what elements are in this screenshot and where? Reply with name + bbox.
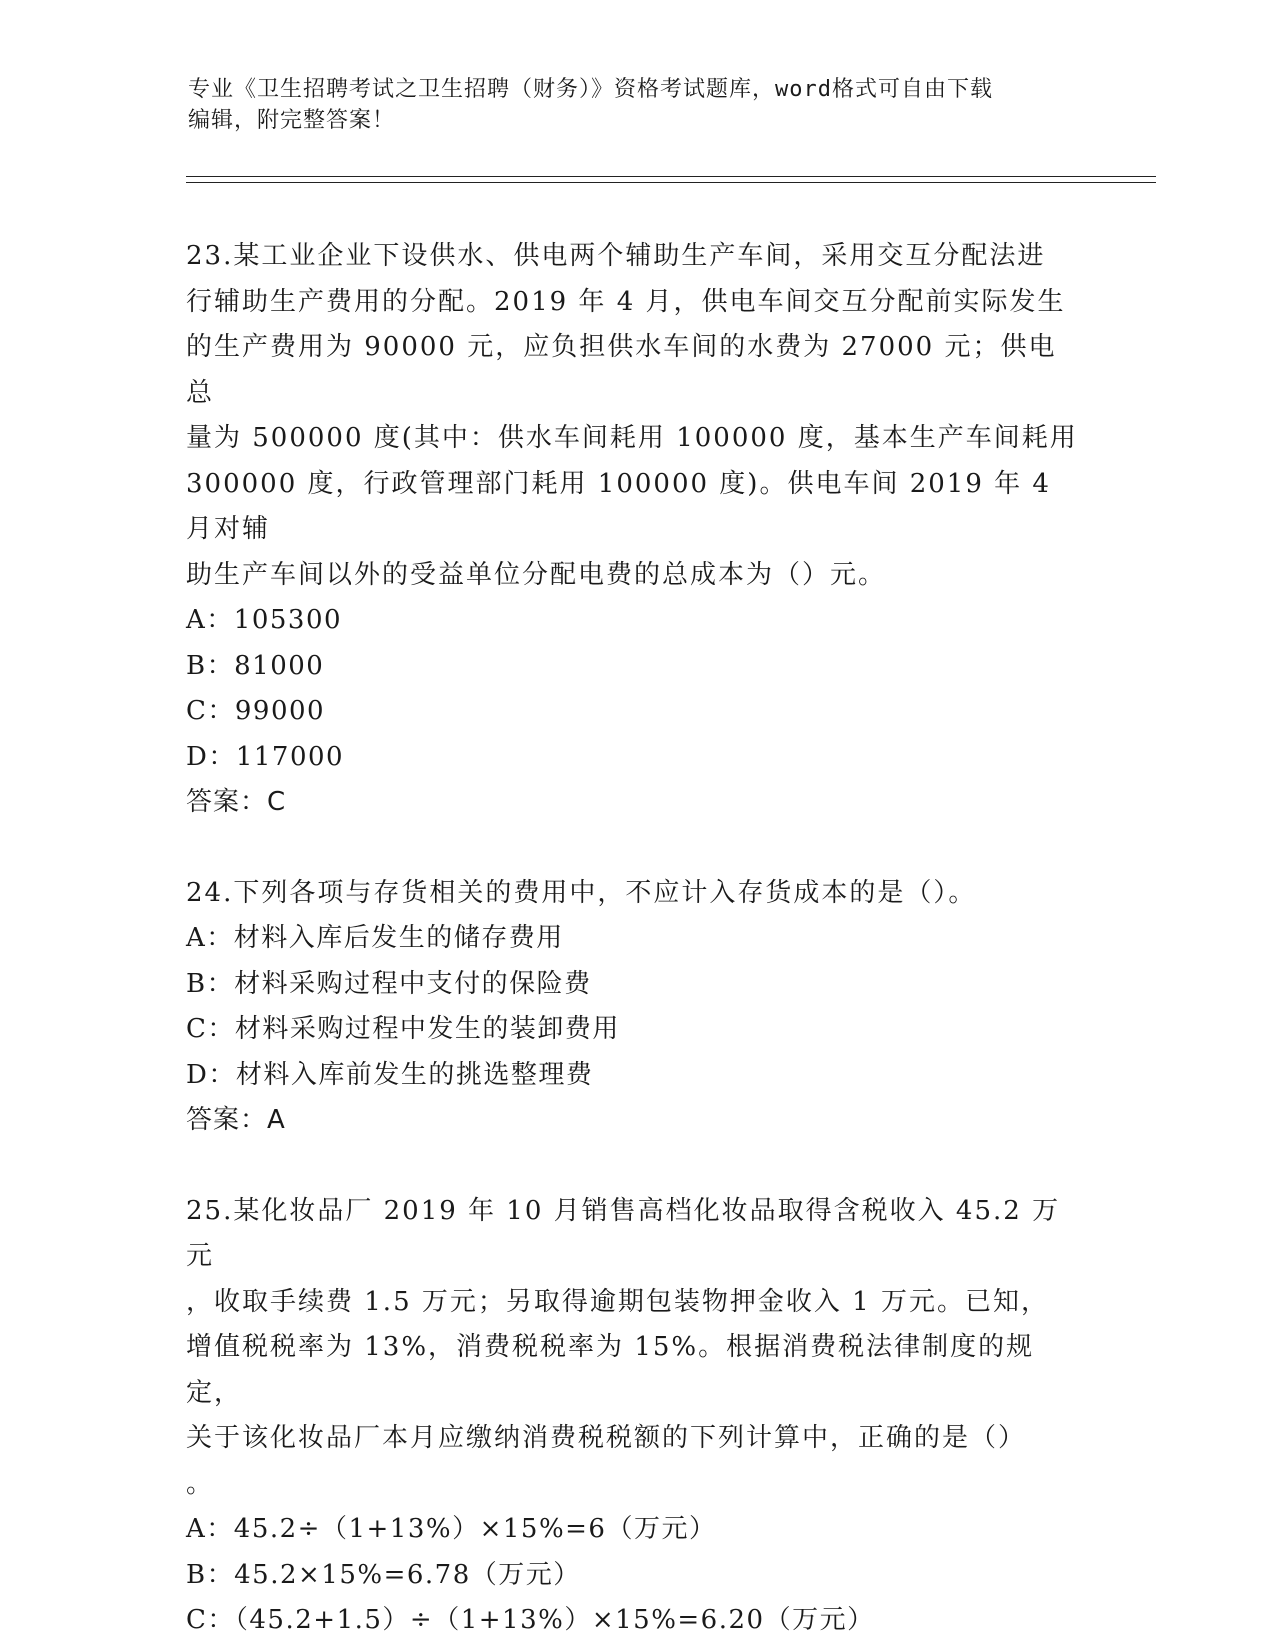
option-c: C：99000	[186, 696, 326, 726]
header-divider-top	[186, 176, 1156, 177]
option-b: B：45.2×15%=6.78（万元）	[186, 1559, 581, 1590]
option-d: D：117000	[186, 741, 345, 772]
question-text-line: ，收取手续费 1.5 万元；另取得逾期包装物押金收入 1 万元。已知，	[186, 1286, 1049, 1317]
question-23	[186, 234, 1086, 826]
option-c: C：材料采购过程中发生的装卸费用	[186, 1014, 620, 1044]
option-a: A：材料入库后发生的储存费用	[186, 923, 564, 953]
answer-line: 答案：A	[186, 1105, 286, 1135]
option-a: A：45.2÷（1+13%）×15%=6（万元）	[186, 1514, 717, 1544]
question-text-line: 助生产车间以外的受益单位分配电费的总成本为（）元。	[186, 559, 887, 590]
question-text-line: 23.某工业企业下设供水、供电两个辅助生产车间，采用交互分配法进	[186, 241, 1046, 271]
question-24	[186, 871, 1086, 1144]
option-d: D：材料入库前发生的挑选整理费	[186, 1059, 594, 1090]
answer-line: 答案：C	[186, 787, 287, 817]
header-divider-bottom	[186, 182, 1156, 183]
option-a: A：105300	[186, 605, 343, 635]
question-spacer	[186, 826, 1086, 871]
question-text-line: 量为 500000 度(其中：供水车间耗用 100000 度，基本生产车间耗用	[186, 423, 1078, 453]
question-text-line: 行辅助生产费用的分配。2019 年 4 月，供电车间交互分配前实际发生	[186, 286, 1066, 317]
header-line-1: 专业《卫生招聘考试之卫生招聘（财务）》资格考试题库，word格式可自由下载	[188, 77, 993, 102]
question-text-line: 。	[186, 1468, 215, 1499]
header-line-2: 编辑，附完整答案！	[188, 108, 396, 133]
question-spacer	[186, 1144, 1086, 1189]
question-list	[186, 234, 1086, 1644]
question-text-line: 增值税税率为 13%，消费税税率为 15%。根据消费税法律制度的规定，	[186, 1332, 1035, 1408]
question-25	[186, 1189, 1086, 1644]
document-header	[188, 74, 1078, 136]
question-text-line: 关于该化妆品厂本月应缴纳消费税税额的下列计算中，正确的是（）	[186, 1423, 1027, 1453]
question-text-line: 300000 度，行政管理部门耗用 100000 度)。供电车间 2019 年 4 月对辅	[186, 468, 1051, 544]
option-b: B：81000	[186, 650, 325, 681]
question-text-line: 的生产费用为 90000 元，应负担供水车间的水费为 27000 元；供电总	[186, 332, 1057, 408]
option-c: C：（45.2+1.5）÷（1+13%）×15%=6.20（万元）	[186, 1605, 875, 1635]
option-b: B：材料采购过程中支付的保险费	[186, 968, 592, 999]
question-text-line: 25.某化妆品厂 2019 年 10 月销售高档化妆品取得含税收入 45.2 万元	[186, 1195, 1061, 1271]
question-text-line: 24.下列各项与存货相关的费用中，不应计入存货成本的是（）。	[186, 877, 977, 908]
